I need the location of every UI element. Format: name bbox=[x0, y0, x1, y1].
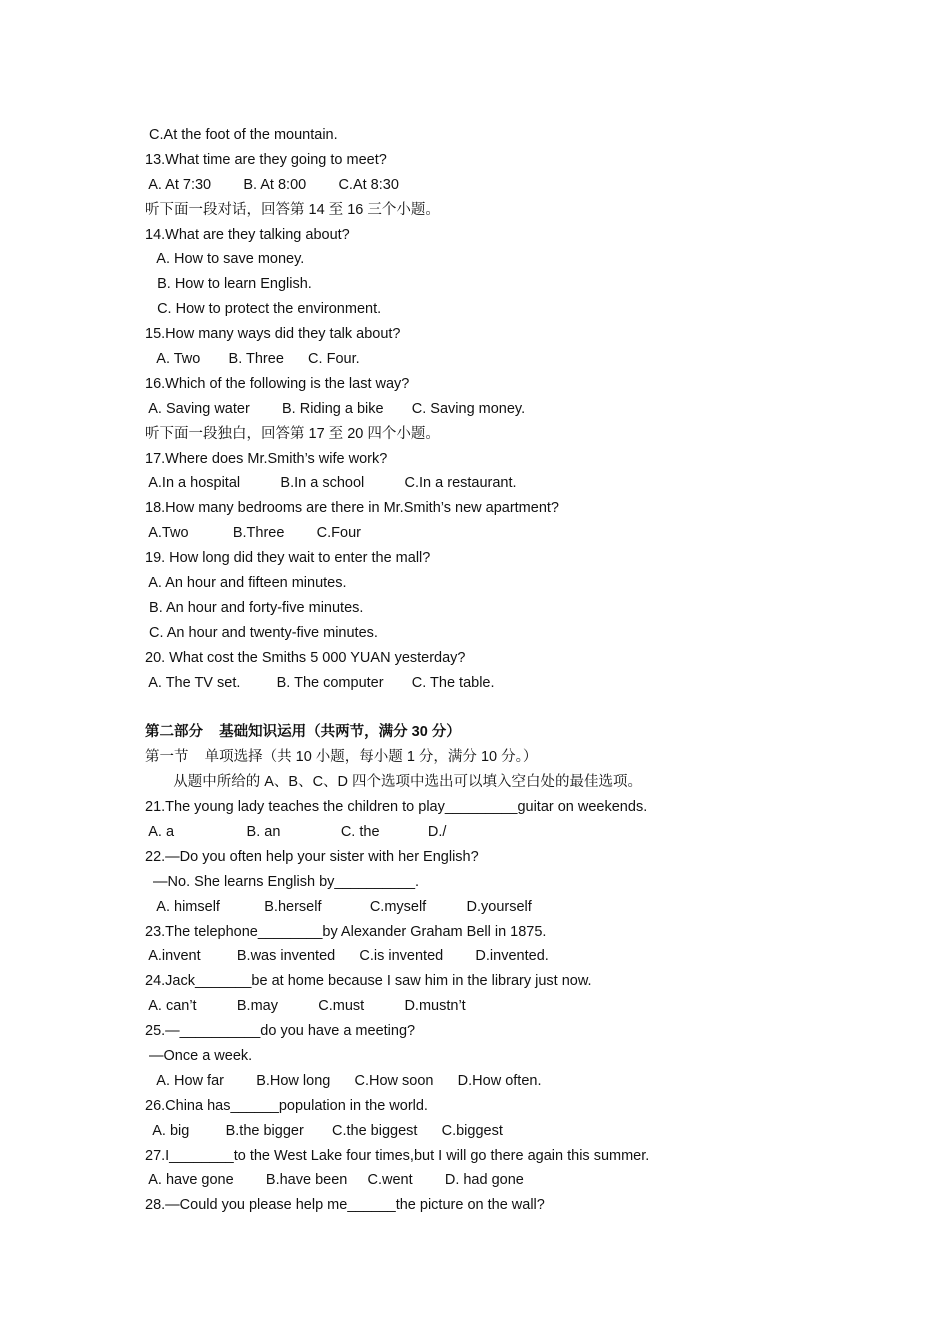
text-line: 15.How many ways did they talk about? bbox=[145, 326, 401, 343]
text-line: A. himself B.herself C.myself D.yourself bbox=[145, 898, 532, 915]
text-line: 20. What cost the Smiths 5 000 YUAN yesterday? bbox=[145, 649, 466, 666]
text-line: A. have gone B.have been C.went D. had gone bbox=[145, 1172, 524, 1189]
text-line: —Once a week. bbox=[145, 1047, 253, 1064]
text-line: 第二部分 基础知识运用（共两节，满分 30 分） bbox=[145, 724, 461, 741]
text-line: A. Two B. Three C. Four. bbox=[145, 351, 360, 368]
text-line: 24.Jack_______be at home because I saw him in the library just now. bbox=[145, 973, 592, 990]
text-line: C. How to protect the environment. bbox=[145, 301, 382, 318]
text-line: C. An hour and twenty-five minutes. bbox=[145, 624, 378, 641]
text-line: 从题中所给的 A、B、C、D 四个选项中选出可以填入空白处的最佳选项。 bbox=[145, 774, 643, 791]
text-line: A. Saving water B. Riding a bike C. Saving money. bbox=[145, 400, 526, 417]
text-line: 21.The young lady teaches the children to play_________guitar on weekends. bbox=[145, 799, 648, 816]
text-line: A.invent B.was invented C.is invented D.invented. bbox=[145, 948, 549, 965]
text-line: 16.Which of the following is the last way? bbox=[145, 375, 410, 392]
text-line: 23.The telephone________by Alexander Graham Bell in 1875. bbox=[145, 923, 547, 940]
text-line: A.Two B.Three C.Four bbox=[145, 525, 361, 542]
text-line: 第一节 单项选择（共 10 小题，每小题 1 分，满分 10 分。） bbox=[145, 749, 538, 766]
text-line: A. a B. an C. the D./ bbox=[145, 823, 447, 840]
text-line: B. An hour and forty-five minutes. bbox=[145, 599, 364, 616]
text-line: 14.What are they talking about? bbox=[145, 226, 350, 243]
text-line: 听下面一段独白，回答第 17 至 20 四个小题。 bbox=[145, 425, 440, 442]
text-line: 25.—__________do you have a meeting? bbox=[145, 1023, 416, 1040]
text-line: 19. How long did they wait to enter the mall? bbox=[145, 550, 431, 567]
text-line: B. How to learn English. bbox=[145, 276, 312, 293]
text-line: A.In a hospital B.In a school C.In a restaurant. bbox=[145, 475, 517, 492]
document-page bbox=[145, 123, 845, 1218]
text-line: A. An hour and fifteen minutes. bbox=[145, 575, 347, 592]
text-line: A. At 7:30 B. At 8:00 C.At 8:30 bbox=[145, 176, 399, 193]
text-line: 26.China has______population in the world. bbox=[145, 1097, 428, 1114]
text-line: —No. She learns English by__________. bbox=[145, 873, 420, 890]
blank-line bbox=[145, 695, 845, 720]
text-line: A. How to save money. bbox=[145, 251, 305, 268]
text-line: 22.—Do you often help your sister with her English? bbox=[145, 848, 479, 865]
text-line: A. How far B.How long C.How soon D.How often. bbox=[145, 1072, 542, 1089]
text-line: 听下面一段对话，回答第 14 至 16 三个小题。 bbox=[145, 201, 440, 218]
text-line: 18.How many bedrooms are there in Mr.Smith’s new apartment? bbox=[145, 500, 559, 517]
text-line: 13.What time are they going to meet? bbox=[145, 151, 387, 168]
text-line: A. can’t B.may C.must D.mustn’t bbox=[145, 998, 466, 1015]
text-line: C.At the foot of the mountain. bbox=[145, 127, 338, 143]
text-line: 27.I________to the West Lake four times,but I will go there again this summer. bbox=[145, 1147, 650, 1164]
text-line: A. The TV set. B. The computer C. The table. bbox=[145, 674, 495, 691]
text-line: 17.Where does Mr.Smith’s wife work? bbox=[145, 450, 388, 467]
text-line: 28.—Could you please help me______the picture on the wall? bbox=[145, 1197, 545, 1214]
text-line: A. big B.the bigger C.the biggest C.biggest bbox=[145, 1122, 503, 1139]
